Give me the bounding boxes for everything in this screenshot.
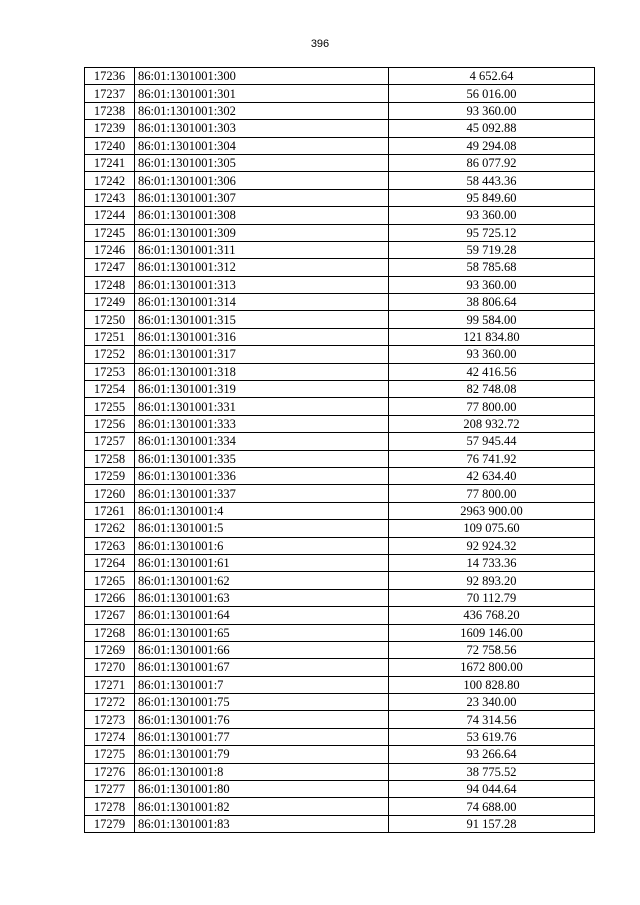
- table-row: [85, 624, 595, 641]
- cadastral-value-cell: 58 443.36: [389, 172, 595, 189]
- table-row: [85, 172, 595, 189]
- cadastral-value-cell: 93 360.00: [389, 276, 595, 293]
- cadastral-value-cell: 4 652.64: [389, 68, 595, 85]
- table-row: [85, 259, 595, 276]
- row-number-cell: 17278: [85, 798, 135, 815]
- cadastral-value-cell: 93 266.64: [389, 746, 595, 763]
- table-row: [85, 381, 595, 398]
- cadastral-value-cell: 59 719.28: [389, 241, 595, 258]
- table-row: [85, 450, 595, 467]
- table-row: [85, 537, 595, 554]
- cadastral-number-cell: 86:01:1301001:301: [135, 85, 389, 102]
- table-row: [85, 589, 595, 606]
- table-row: [85, 520, 595, 537]
- cadastral-value-cell: 56 016.00: [389, 85, 595, 102]
- row-number-cell: 17260: [85, 485, 135, 502]
- cadastral-number-cell: 86:01:1301001:82: [135, 798, 389, 815]
- row-number-cell: 17258: [85, 450, 135, 467]
- cadastral-value-cell: 77 800.00: [389, 485, 595, 502]
- cadastral-value-cell: 436 768.20: [389, 607, 595, 624]
- cadastral-number-cell: 86:01:1301001:304: [135, 137, 389, 154]
- cadastral-value-cell: 121 834.80: [389, 328, 595, 345]
- cadastral-value-cell: 74 314.56: [389, 711, 595, 728]
- table-row: [85, 120, 595, 137]
- cadastral-number-cell: 86:01:1301001:305: [135, 154, 389, 171]
- row-number-cell: 17261: [85, 502, 135, 519]
- table-row: [85, 207, 595, 224]
- cadastral-number-cell: 86:01:1301001:302: [135, 102, 389, 119]
- cadastral-value-cell: 82 748.08: [389, 381, 595, 398]
- cadastral-value-cell: 76 741.92: [389, 450, 595, 467]
- row-number-cell: 17256: [85, 415, 135, 432]
- cadastral-number-cell: 86:01:1301001:62: [135, 572, 389, 589]
- cadastral-value-cell: 93 360.00: [389, 346, 595, 363]
- row-number-cell: 17253: [85, 363, 135, 380]
- cadastral-number-cell: 86:01:1301001:83: [135, 815, 389, 832]
- cadastral-number-cell: 86:01:1301001:65: [135, 624, 389, 641]
- row-number-cell: 17255: [85, 398, 135, 415]
- cadastral-value-cell: 57 945.44: [389, 433, 595, 450]
- row-number-cell: 17248: [85, 276, 135, 293]
- table-row: [85, 68, 595, 85]
- cadastral-number-cell: 86:01:1301001:75: [135, 694, 389, 711]
- table-row: [85, 398, 595, 415]
- cadastral-value-table: [84, 67, 595, 833]
- row-number-cell: 17259: [85, 467, 135, 484]
- cadastral-number-cell: 86:01:1301001:311: [135, 241, 389, 258]
- cadastral-number-cell: 86:01:1301001:80: [135, 781, 389, 798]
- table-row: [85, 346, 595, 363]
- table-row: [85, 815, 595, 832]
- cadastral-value-cell: 38 806.64: [389, 294, 595, 311]
- cadastral-number-cell: 86:01:1301001:337: [135, 485, 389, 502]
- row-number-cell: 17267: [85, 607, 135, 624]
- cadastral-value-cell: 74 688.00: [389, 798, 595, 815]
- cadastral-number-cell: 86:01:1301001:300: [135, 68, 389, 85]
- row-number-cell: 17272: [85, 694, 135, 711]
- table-row: [85, 728, 595, 745]
- cadastral-number-cell: 86:01:1301001:336: [135, 467, 389, 484]
- table-row: [85, 102, 595, 119]
- row-number-cell: 17266: [85, 589, 135, 606]
- cadastral-number-cell: 86:01:1301001:303: [135, 120, 389, 137]
- row-number-cell: 17273: [85, 711, 135, 728]
- cadastral-value-cell: 100 828.80: [389, 676, 595, 693]
- cadastral-value-cell: 92 893.20: [389, 572, 595, 589]
- table-row: [85, 798, 595, 815]
- table-row: [85, 415, 595, 432]
- cadastral-number-cell: 86:01:1301001:76: [135, 711, 389, 728]
- cadastral-number-cell: 86:01:1301001:319: [135, 381, 389, 398]
- table-row: [85, 189, 595, 206]
- cadastral-number-cell: 86:01:1301001:331: [135, 398, 389, 415]
- page-number: 396: [310, 38, 330, 50]
- cadastral-value-cell: 38 775.52: [389, 763, 595, 780]
- cadastral-value-cell: 95 849.60: [389, 189, 595, 206]
- cadastral-value-cell: 93 360.00: [389, 207, 595, 224]
- table-row: [85, 433, 595, 450]
- row-number-cell: 17238: [85, 102, 135, 119]
- cadastral-number-cell: 86:01:1301001:7: [135, 676, 389, 693]
- cadastral-number-cell: 86:01:1301001:5: [135, 520, 389, 537]
- cadastral-number-cell: 86:01:1301001:307: [135, 189, 389, 206]
- row-number-cell: 17277: [85, 781, 135, 798]
- table-row: [85, 241, 595, 258]
- table-row: [85, 641, 595, 658]
- table-row: [85, 746, 595, 763]
- cadastral-value-cell: 42 416.56: [389, 363, 595, 380]
- table-row: [85, 763, 595, 780]
- table-row: [85, 276, 595, 293]
- cadastral-number-cell: 86:01:1301001:66: [135, 641, 389, 658]
- cadastral-number-cell: 86:01:1301001:308: [135, 207, 389, 224]
- row-number-cell: 17275: [85, 746, 135, 763]
- row-number-cell: 17250: [85, 311, 135, 328]
- row-number-cell: 17241: [85, 154, 135, 171]
- table-body: [85, 68, 595, 833]
- table-row: [85, 502, 595, 519]
- cadastral-value-cell: 53 619.76: [389, 728, 595, 745]
- table-row: [85, 137, 595, 154]
- row-number-cell: 17243: [85, 189, 135, 206]
- cadastral-number-cell: 86:01:1301001:77: [135, 728, 389, 745]
- row-number-cell: 17263: [85, 537, 135, 554]
- row-number-cell: 17237: [85, 85, 135, 102]
- cadastral-number-cell: 86:01:1301001:333: [135, 415, 389, 432]
- cadastral-value-cell: 23 340.00: [389, 694, 595, 711]
- row-number-cell: 17254: [85, 381, 135, 398]
- row-number-cell: 17240: [85, 137, 135, 154]
- row-number-cell: 17279: [85, 815, 135, 832]
- cadastral-value-cell: 1609 146.00: [389, 624, 595, 641]
- table-row: [85, 224, 595, 241]
- table-row: [85, 154, 595, 171]
- table-row: [85, 659, 595, 676]
- cadastral-number-cell: 86:01:1301001:317: [135, 346, 389, 363]
- cadastral-value-cell: 208 932.72: [389, 415, 595, 432]
- table-row: [85, 311, 595, 328]
- table-row: [85, 607, 595, 624]
- cadastral-value-cell: 109 075.60: [389, 520, 595, 537]
- table-row: [85, 363, 595, 380]
- row-number-cell: 17246: [85, 241, 135, 258]
- row-number-cell: 17271: [85, 676, 135, 693]
- cadastral-value-cell: 92 924.32: [389, 537, 595, 554]
- cadastral-number-cell: 86:01:1301001:314: [135, 294, 389, 311]
- row-number-cell: 17245: [85, 224, 135, 241]
- row-number-cell: 17251: [85, 328, 135, 345]
- table-row: [85, 781, 595, 798]
- cadastral-number-cell: 86:01:1301001:309: [135, 224, 389, 241]
- cadastral-number-cell: 86:01:1301001:313: [135, 276, 389, 293]
- cadastral-value-cell: 58 785.68: [389, 259, 595, 276]
- cadastral-number-cell: 86:01:1301001:334: [135, 433, 389, 450]
- row-number-cell: 17236: [85, 68, 135, 85]
- table-row: [85, 711, 595, 728]
- row-number-cell: 17252: [85, 346, 135, 363]
- cadastral-value-cell: 93 360.00: [389, 102, 595, 119]
- cadastral-number-cell: 86:01:1301001:63: [135, 589, 389, 606]
- cadastral-number-cell: 86:01:1301001:316: [135, 328, 389, 345]
- cadastral-number-cell: 86:01:1301001:4: [135, 502, 389, 519]
- row-number-cell: 17239: [85, 120, 135, 137]
- row-number-cell: 17244: [85, 207, 135, 224]
- cadastral-value-cell: 72 758.56: [389, 641, 595, 658]
- cadastral-value-cell: 94 044.64: [389, 781, 595, 798]
- cadastral-value-cell: 42 634.40: [389, 467, 595, 484]
- table-row: [85, 467, 595, 484]
- row-number-cell: 17249: [85, 294, 135, 311]
- cadastral-value-cell: 95 725.12: [389, 224, 595, 241]
- table-row: [85, 85, 595, 102]
- row-number-cell: 17268: [85, 624, 135, 641]
- row-number-cell: 17270: [85, 659, 135, 676]
- cadastral-value-cell: 99 584.00: [389, 311, 595, 328]
- table-row: [85, 694, 595, 711]
- row-number-cell: 17265: [85, 572, 135, 589]
- cadastral-number-cell: 86:01:1301001:335: [135, 450, 389, 467]
- cadastral-value-cell: 1672 800.00: [389, 659, 595, 676]
- table-row: [85, 328, 595, 345]
- cadastral-value-cell: 2963 900.00: [389, 502, 595, 519]
- row-number-cell: 17242: [85, 172, 135, 189]
- cadastral-value-cell: 77 800.00: [389, 398, 595, 415]
- cadastral-number-cell: 86:01:1301001:306: [135, 172, 389, 189]
- row-number-cell: 17262: [85, 520, 135, 537]
- table-row: [85, 294, 595, 311]
- cadastral-number-cell: 86:01:1301001:318: [135, 363, 389, 380]
- cadastral-value-cell: 45 092.88: [389, 120, 595, 137]
- cadastral-value-cell: 86 077.92: [389, 154, 595, 171]
- cadastral-number-cell: 86:01:1301001:6: [135, 537, 389, 554]
- cadastral-value-cell: 49 294.08: [389, 137, 595, 154]
- row-number-cell: 17276: [85, 763, 135, 780]
- table-row: [85, 554, 595, 571]
- row-number-cell: 17269: [85, 641, 135, 658]
- cadastral-number-cell: 86:01:1301001:8: [135, 763, 389, 780]
- cadastral-value-cell: 70 112.79: [389, 589, 595, 606]
- cadastral-value-cell: 14 733.36: [389, 554, 595, 571]
- cadastral-number-cell: 86:01:1301001:61: [135, 554, 389, 571]
- row-number-cell: 17264: [85, 554, 135, 571]
- table-row: [85, 676, 595, 693]
- table-row: [85, 485, 595, 502]
- cadastral-number-cell: 86:01:1301001:315: [135, 311, 389, 328]
- cadastral-number-cell: 86:01:1301001:312: [135, 259, 389, 276]
- cadastral-number-cell: 86:01:1301001:79: [135, 746, 389, 763]
- cadastral-value-cell: 91 157.28: [389, 815, 595, 832]
- table-row: [85, 572, 595, 589]
- row-number-cell: 17247: [85, 259, 135, 276]
- row-number-cell: 17257: [85, 433, 135, 450]
- cadastral-number-cell: 86:01:1301001:67: [135, 659, 389, 676]
- cadastral-number-cell: 86:01:1301001:64: [135, 607, 389, 624]
- row-number-cell: 17274: [85, 728, 135, 745]
